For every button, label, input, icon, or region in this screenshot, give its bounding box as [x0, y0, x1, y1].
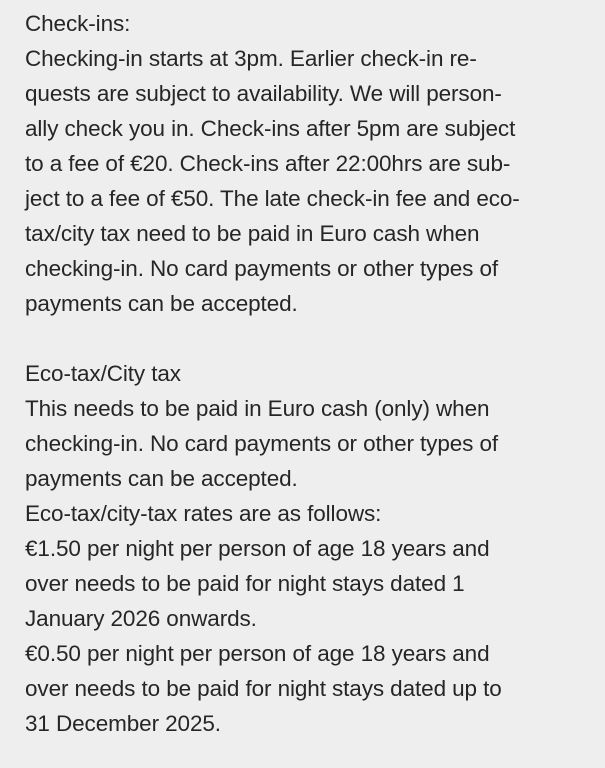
ecotax-line-3: payments can be accepted. — [25, 466, 298, 491]
checkins-line-8: payments can be accepted. — [25, 291, 298, 316]
ecotax-line-2: checking-in. No card payments or other types of — [25, 431, 499, 456]
ecotax-line-10: 31 December 2025. — [25, 711, 221, 736]
ecotax-line-5: €1.50 per night per person of age 18 years and — [25, 536, 490, 561]
ecotax-heading: Eco-tax/City tax — [25, 361, 181, 386]
ecotax-line-1: This needs to be paid in Euro cash (only) when — [25, 396, 490, 421]
checkins-line-2: quests are subject to availability. We will person- — [25, 81, 502, 106]
checkins-line-3: ally check you in. Check-ins after 5pm are subject — [25, 116, 516, 141]
checkins-section — [25, 6, 585, 321]
section-spacer — [25, 321, 585, 356]
checkins-line-5: ject to a fee of €50. The late check-in fee and eco- — [25, 186, 520, 211]
checkins-line-1: Checking-in starts at 3pm. Earlier check-in re- — [25, 46, 477, 71]
ecotax-line-6: over needs to be paid for night stays dated 1 — [25, 571, 465, 596]
ecotax-line-4: Eco-tax/city-tax rates are as follows: — [25, 501, 382, 526]
checkins-line-6: tax/city tax need to be paid in Euro cash when — [25, 221, 480, 246]
ecotax-line-8: €0.50 per night per person of age 18 years and — [25, 641, 490, 666]
ecotax-line-7: January 2026 onwards. — [25, 606, 257, 631]
checkins-heading: Check-ins: — [25, 11, 131, 36]
checkins-line-4: to a fee of €20. Check-ins after 22:00hrs are sub- — [25, 151, 511, 176]
ecotax-line-9: over needs to be paid for night stays dated up to — [25, 676, 502, 701]
ecotax-section — [25, 356, 585, 741]
checkins-line-7: checking-in. No card payments or other types of — [25, 256, 499, 281]
